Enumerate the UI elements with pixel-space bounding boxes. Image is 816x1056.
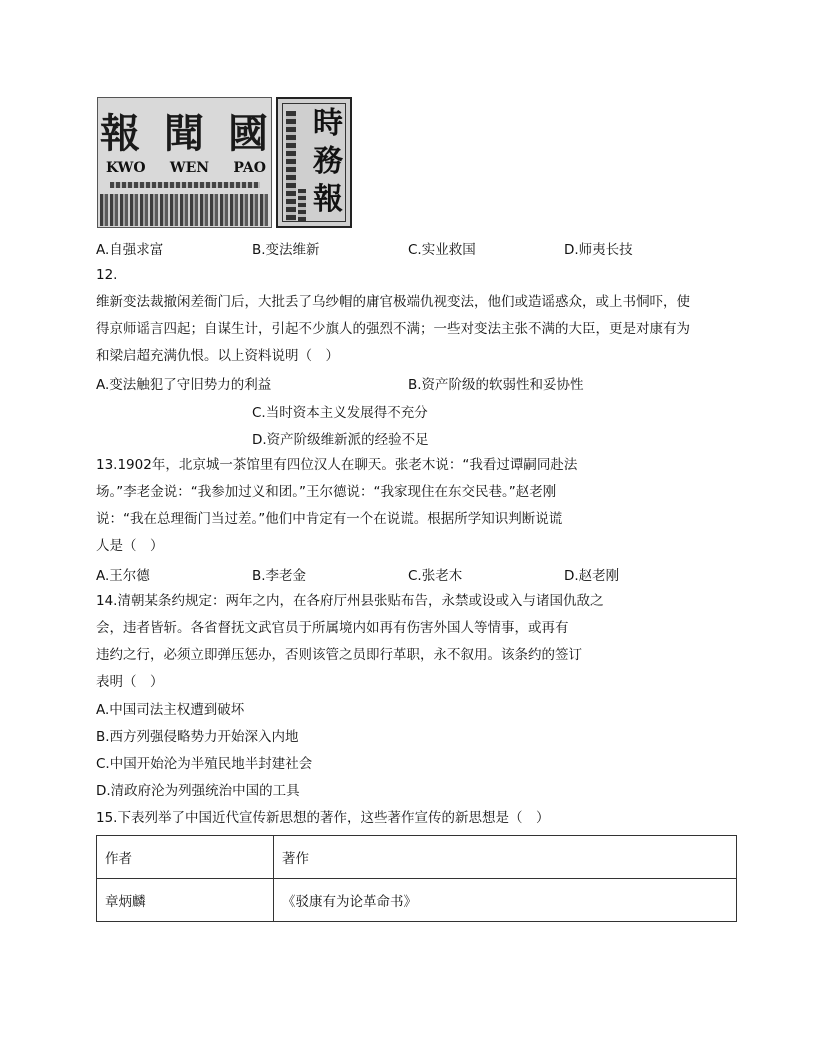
roman-word: WEN	[169, 160, 210, 176]
q14-stem-line: 14.清朝某条约规定：两年之内，在各府厅州县张贴布告，永禁或设或入与诸国仇敌之	[96, 593, 604, 609]
shiwu-bao-newspaper-image	[276, 97, 352, 228]
q13-option-c: C.张老木	[408, 568, 463, 584]
table-cell-work: 《驳康有为论革命书》	[274, 879, 737, 922]
shiwu-bao-masthead	[308, 105, 348, 219]
guowen-bao-newspaper-image	[97, 97, 272, 228]
masthead-char: 國	[228, 110, 270, 157]
masthead-char: 報	[100, 110, 142, 157]
newsprint-texture	[298, 189, 306, 221]
q12-stem-line: 和梁启超充满仇恨。以上资料说明（ ）	[96, 348, 339, 364]
newsprint-texture	[110, 182, 260, 188]
q13-stem-line: 说：“我在总理衙门当过差。”他们中肯定有一个在说谎。根据所学知识判断说谎	[96, 511, 563, 527]
roman-word: KWO	[106, 160, 146, 176]
q13-stem-line: 13.1902年，北京城一茶馆里有四位汉人在聊天。张老木说：“我看过谭嗣同赴法	[96, 457, 578, 473]
q12-option-c: C.当时资本主义发展得不充分	[252, 405, 428, 421]
q12-stem-line: 得京师谣言四起；自谋生计，引起不少旗人的强烈不满；一些对变法主张不满的大臣，更是对康有为	[96, 321, 690, 337]
q12-option-a: A.变法触犯了守旧势力的利益	[96, 377, 272, 393]
q14-option-b: B.西方列强侵略势力开始深入内地	[96, 729, 299, 745]
q12-option-d: D.资产阶级维新派的经验不足	[252, 432, 429, 448]
q14-stem-line: 会，违者皆斩。各省督抚文武官员于所属境内如再有伤害外国人等情事，或再有	[96, 620, 569, 636]
q14-option-c: C.中国开始沦为半殖民地半封建社会	[96, 756, 313, 772]
q14-stem-line: 表明（ ）	[96, 674, 164, 690]
guowen-bao-roman-title	[106, 160, 266, 176]
q11-option-a: A.自强求富	[96, 242, 164, 258]
masthead-char: 時	[313, 106, 343, 141]
q13-stem-line: 场。”李老金说：“我参加过义和团。”王尔德说：“我家现住在东交民巷。”赵老刚	[96, 484, 557, 500]
q14-option-d: D.清政府沦为列强统治中国的工具	[96, 783, 300, 799]
q13-stem-line: 人是（ ）	[96, 538, 164, 554]
q15-stem: 15.下表列举了中国近代宣传新思想的著作，这些著作宣传的新思想是（ ）	[96, 810, 550, 826]
q11-option-b: B.变法维新	[252, 242, 320, 258]
masthead-char: 聞	[164, 110, 206, 157]
table-row	[97, 879, 737, 922]
table-header-row	[97, 836, 737, 879]
q12-option-b: B.资产阶级的软弱性和妥协性	[408, 377, 584, 393]
roman-word: PAO	[233, 160, 266, 176]
q14-stem-line: 违约之行，必须立即弹压惩办，否则该管之员即行革职，永不叙用。该条约的签订	[96, 647, 582, 663]
q12-number: 12.	[96, 267, 118, 283]
newsprint-texture	[286, 111, 296, 221]
q11-option-d: D.师夷长技	[564, 242, 633, 258]
q13-option-a: A.王尔德	[96, 568, 150, 584]
q13-option-d: D.赵老刚	[564, 568, 620, 584]
masthead-char: 務	[313, 144, 343, 179]
table-header-author: 作者	[97, 836, 274, 879]
q13-option-b: B.李老金	[252, 568, 307, 584]
newsprint-columns	[100, 194, 268, 226]
q11-option-c: C.实业救国	[408, 242, 476, 258]
q14-option-a: A.中国司法主权遭到破坏	[96, 702, 245, 718]
table-header-work: 著作	[274, 836, 737, 879]
masthead-char: 報	[313, 182, 343, 217]
guowen-bao-masthead	[100, 102, 270, 159]
q15-works-table	[96, 835, 737, 922]
q12-stem-line: 维新变法裁撤闲差衙门后，大批丢了乌纱帽的庸官极端仇视变法，他们或造谣惑众，或上书恫吓，使	[96, 294, 690, 310]
table-cell-author: 章炳麟	[97, 879, 274, 922]
